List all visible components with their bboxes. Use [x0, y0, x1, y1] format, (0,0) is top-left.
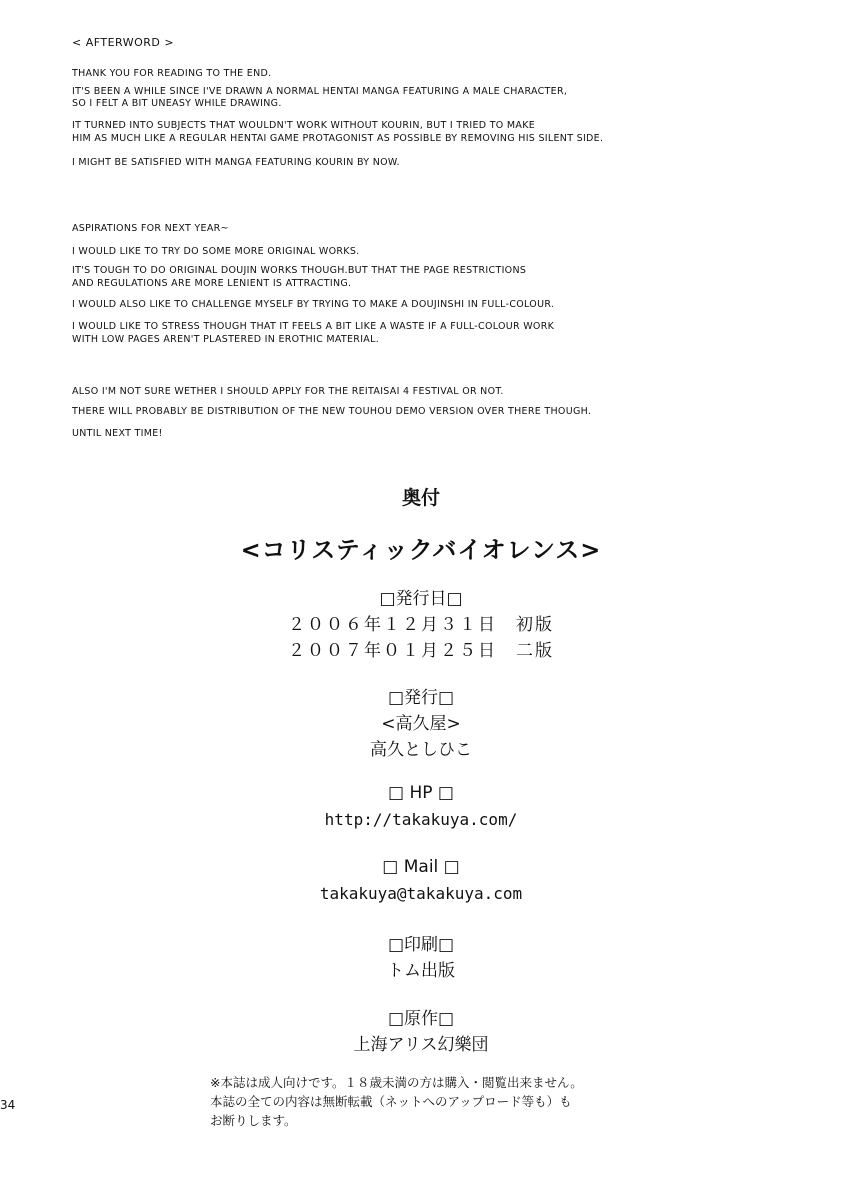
original-label: □原作□ — [387, 1009, 455, 1029]
afterword-title: < AFTERWORD > — [72, 36, 175, 49]
publisher-name: 高久としひこ — [370, 740, 472, 760]
afterword-line: THERE WILL PROBABLY BE DISTRIBUTION OF THE NEW TOUHOU DEMO VERSION OVER THERE THOUGH. — [72, 406, 592, 417]
afterword-line: ASPIRATIONS FOR NEXT YEAR~ — [72, 223, 229, 234]
hp-label: □ HP □ — [388, 783, 454, 803]
afterword-line: UNTIL NEXT TIME! — [72, 428, 163, 439]
afterword-line: ALSO I'M NOT SURE WETHER I SHOULD APPLY FOR THE REITAISAI 4 FESTIVAL OR NOT. — [72, 386, 504, 397]
afterword-line: IT TURNED INTO SUBJECTS THAT WOULDN'T WORK WITHOUT KOURIN, BUT I TRIED TO MAKE — [72, 120, 536, 131]
afterword-line: I WOULD LIKE TO TRY DO SOME MORE ORIGINAL WORKS. — [72, 246, 360, 257]
notice-line: ※本誌は成人向けです。１８歳未満の方は購入・閲覧出来ません。 — [210, 1075, 583, 1090]
hp-url[interactable]: http://takakuya.com/ — [324, 810, 518, 829]
print-label: □印刷□ — [387, 935, 455, 955]
publisher-circle: <高久屋> — [381, 714, 461, 734]
afterword-line: AND REGULATIONS ARE MORE LENIENT IS ATTRACTING. — [72, 278, 352, 289]
afterword-line: I WOULD LIKE TO STRESS THOUGH THAT IT FEELS A BIT LIKE A WASTE IF A FULL-COLOUR WORK — [72, 321, 555, 332]
afterword-line: IT'S BEEN A WHILE SINCE I'VE DRAWN A NORMAL HENTAI MANGA FEATURING A MALE CHARACTER, — [72, 86, 568, 97]
issue-date-label: □発行日□ — [379, 589, 463, 609]
print-value: トム出版 — [387, 961, 455, 981]
mail-address[interactable]: takakuya@takakuya.com — [319, 884, 523, 903]
afterword-line: HIM AS MUCH LIKE A REGULAR HENTAI GAME PROTAGONIST AS POSSIBLE BY REMOVING HIS SILENT SIDE. — [72, 133, 604, 144]
page-number: 34 — [0, 1098, 16, 1112]
afterword-line: I MIGHT BE SATISFIED WITH MANGA FEATURING KOURIN BY NOW. — [72, 157, 400, 168]
issue-date-first: ２００６年１２月３１日 初版 — [288, 615, 554, 635]
notice-line: お断りします。 — [210, 1113, 297, 1128]
original-value: 上海アリス幻樂団 — [353, 1035, 489, 1055]
colophon-heading: 奥付 — [401, 487, 440, 509]
mail-label: □ Mail □ — [382, 857, 460, 877]
afterword-line: IT'S TOUGH TO DO ORIGINAL DOUJIN WORKS THOUGH.BUT THAT THE PAGE RESTRICTIONS — [72, 265, 527, 276]
afterword-line: WITH LOW PAGES AREN'T PLASTERED IN EROTHIC MATERIAL. — [72, 334, 380, 345]
issue-date-second: ２００７年０１月２５日 二版 — [288, 641, 554, 661]
notice-line: 本誌の全ての内容は無断転載（ネットへのアップロード等も）も — [210, 1094, 572, 1109]
afterword-line: I WOULD ALSO LIKE TO CHALLENGE MYSELF BY TRYING TO MAKE A DOUJINSHI IN FULL-COLOUR. — [72, 299, 555, 310]
publisher-label: □発行□ — [387, 688, 455, 708]
afterword-line: THANK YOU FOR READING TO THE END. — [72, 68, 272, 79]
afterword-line: SO I FELT A BIT UNEASY WHILE DRAWING. — [72, 98, 282, 109]
book-title: <コリスティックバイオレンス> — [240, 536, 602, 564]
